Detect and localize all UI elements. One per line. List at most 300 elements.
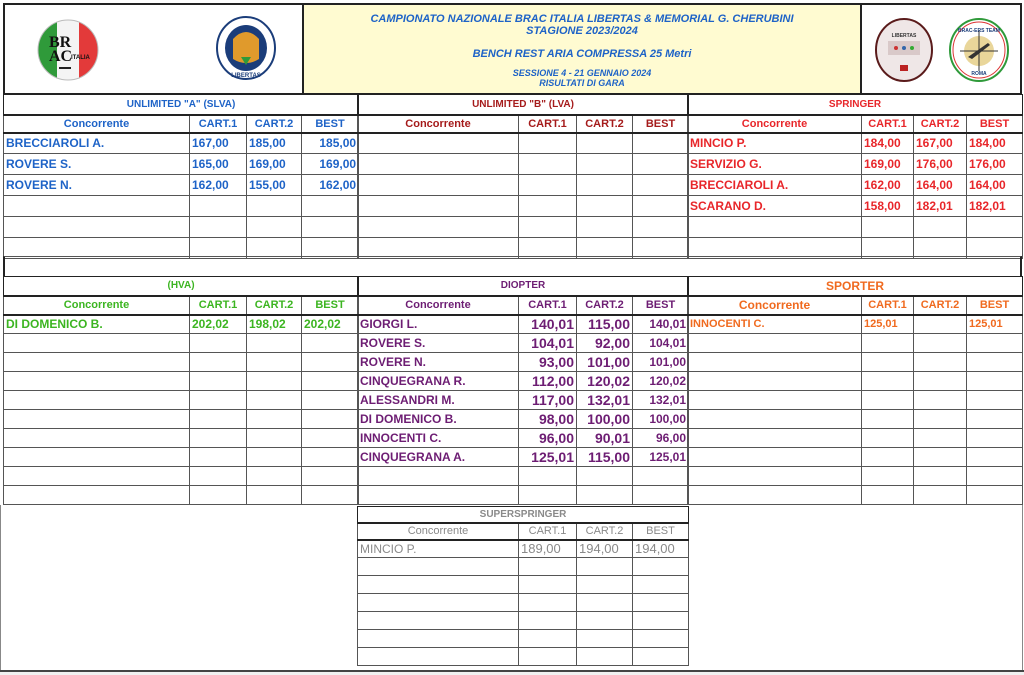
best-score: 162,00 [302, 175, 359, 196]
header-logo-left-cell [3, 3, 304, 95]
table-row [688, 372, 1023, 391]
col-header-cart1: CART.1 [190, 115, 247, 133]
col-header-best: BEST [302, 296, 359, 315]
table-row [688, 133, 1023, 154]
table-row [358, 429, 689, 448]
competitor-name [688, 429, 862, 448]
cart2-score: 100,00 [577, 410, 633, 429]
col-header-cart1: CART.1 [519, 523, 577, 540]
cart1-score [190, 196, 247, 217]
table-row [358, 486, 689, 505]
cart2-score: 132,01 [577, 391, 633, 410]
table-row [358, 133, 689, 154]
col-header-best: BEST [967, 115, 1023, 133]
col-header-cart2: CART.2 [914, 296, 967, 315]
table-row [4, 448, 359, 467]
best-score: 194,00 [633, 540, 689, 558]
table-row [358, 558, 689, 576]
cart2-score [914, 486, 967, 505]
competitor-name: BRECCIAROLI A. [4, 133, 190, 154]
best-score [302, 448, 359, 467]
section-title: UNLIMITED "B" (LVA) [358, 95, 689, 115]
cart2-score [577, 486, 633, 505]
best-score: 104,01 [633, 334, 689, 353]
competitor-name: MINCIO P. [688, 133, 862, 154]
cart2-score [577, 196, 633, 217]
cart1-score: 125,01 [519, 448, 577, 467]
table-sporter [687, 276, 1023, 505]
cart2-score: 164,00 [914, 175, 967, 196]
col-header-best: BEST [633, 523, 689, 540]
best-score [633, 154, 689, 175]
table-row [688, 486, 1023, 505]
table-row [358, 196, 689, 217]
cart2-score [577, 630, 633, 648]
best-score: 184,00 [967, 133, 1023, 154]
table-row [358, 315, 689, 334]
best-score: 120,02 [633, 372, 689, 391]
competitor-name: ROVERE N. [358, 353, 519, 372]
cart1-score: 98,00 [519, 410, 577, 429]
best-score [302, 372, 359, 391]
competitor-name: ALESSANDRI M. [358, 391, 519, 410]
best-score [633, 576, 689, 594]
competitor-name: SCARANO D. [688, 196, 862, 217]
cart1-score [519, 486, 577, 505]
results-label: RISULTATI DI GARA [539, 78, 625, 88]
svg-text:BR: BR [49, 34, 72, 51]
table-row [688, 429, 1023, 448]
best-score [967, 467, 1023, 486]
cart2-score: 120,02 [577, 372, 633, 391]
table-row [4, 133, 359, 154]
cart2-score [914, 410, 967, 429]
col-header-cart2: CART.2 [247, 115, 302, 133]
table-superspringer [357, 506, 689, 666]
cart2-score [577, 133, 633, 154]
table-row [4, 429, 359, 448]
rows [358, 315, 689, 505]
session-label: SESSIONE 4 - 21 GENNAIO 2024 [512, 68, 652, 78]
competitor-name [358, 486, 519, 505]
cart1-score: 162,00 [190, 175, 247, 196]
cart1-score: 112,00 [519, 372, 577, 391]
competitor-name: GIORGI L. [358, 315, 519, 334]
table-row [688, 175, 1023, 196]
best-score: 176,00 [967, 154, 1023, 175]
cart2-score [577, 175, 633, 196]
cart2-score [577, 154, 633, 175]
cart1-score: 167,00 [190, 133, 247, 154]
competitor-name [358, 612, 519, 630]
best-score [302, 467, 359, 486]
cart1-score: 125,01 [862, 315, 914, 334]
cart1-score: 184,00 [862, 133, 914, 154]
best-score [302, 334, 359, 353]
spacer-row [3, 256, 1022, 277]
table-diopter [357, 276, 689, 505]
col-header-cart1: CART.1 [862, 296, 914, 315]
header-title-cell [302, 3, 862, 95]
table-row [358, 540, 689, 558]
table-row [4, 391, 359, 410]
best-score [633, 175, 689, 196]
cart2-score [914, 217, 967, 238]
cart2-score: 115,00 [577, 448, 633, 467]
competitor-name: ROVERE S. [4, 154, 190, 175]
competitor-name [358, 196, 519, 217]
best-score [967, 410, 1023, 429]
table-unlimited-b [357, 94, 689, 259]
competitor-name [4, 448, 190, 467]
cart2-score [914, 334, 967, 353]
rows [4, 315, 359, 505]
cart1-score [190, 353, 247, 372]
cart2-score [247, 429, 302, 448]
cart1-score: 96,00 [519, 429, 577, 448]
cart2-score [577, 217, 633, 238]
cart2-score: 198,02 [247, 315, 302, 334]
svg-text:BRAC-ERS TEAM: BRAC-ERS TEAM [958, 28, 1000, 34]
col-header-best: BEST [633, 296, 689, 315]
table-row [688, 315, 1023, 334]
cart2-score [247, 410, 302, 429]
section-title: SPORTER [688, 277, 1023, 296]
best-score [302, 486, 359, 505]
competitor-name [358, 558, 519, 576]
col-header-name: Concorrente [688, 296, 862, 315]
table-row [4, 196, 359, 217]
cart1-score: 189,00 [519, 540, 577, 558]
best-score [967, 334, 1023, 353]
rows [4, 133, 359, 259]
cart2-score [914, 315, 967, 334]
best-score [633, 594, 689, 612]
competitor-name: DI DOMENICO B. [358, 410, 519, 429]
competitor-name [688, 372, 862, 391]
cart1-score [862, 467, 914, 486]
competitor-name: MINCIO P. [358, 540, 519, 558]
section-title: SPRINGER [688, 95, 1023, 115]
table-row [358, 630, 689, 648]
rows [688, 315, 1023, 505]
table-row [4, 372, 359, 391]
cart2-score: 185,00 [247, 133, 302, 154]
cart1-score: 169,00 [862, 154, 914, 175]
col-header-name: Concorrente [688, 115, 862, 133]
col-header-name: Concorrente [358, 115, 519, 133]
best-score [633, 217, 689, 238]
col-header-name: Concorrente [4, 115, 190, 133]
col-header-best: BEST [633, 115, 689, 133]
best-score: 185,00 [302, 133, 359, 154]
competitor-name [4, 353, 190, 372]
table-row [4, 315, 359, 334]
table-row [4, 486, 359, 505]
table-row [4, 217, 359, 238]
table-row [688, 217, 1023, 238]
cart2-score [577, 612, 633, 630]
table-row [358, 217, 689, 238]
best-score [302, 429, 359, 448]
cart1-score [519, 558, 577, 576]
col-header-best: BEST [302, 115, 359, 133]
rows [358, 540, 689, 666]
cart1-score: 93,00 [519, 353, 577, 372]
cart1-score [190, 391, 247, 410]
table-row [358, 612, 689, 630]
best-score [633, 196, 689, 217]
page-border-right [1022, 505, 1023, 670]
cart1-score [190, 486, 247, 505]
best-score [302, 196, 359, 217]
competitor-name [358, 594, 519, 612]
competitor-name [688, 448, 862, 467]
competitor-name [688, 391, 862, 410]
table-row [4, 154, 359, 175]
competitor-name [4, 217, 190, 238]
cart1-score [519, 217, 577, 238]
competitor-name [358, 630, 519, 648]
best-score [967, 448, 1023, 467]
best-score [967, 372, 1023, 391]
competitor-name [4, 334, 190, 353]
cart1-score [519, 196, 577, 217]
competitor-name [4, 372, 190, 391]
cart2-score [577, 594, 633, 612]
table-row [358, 154, 689, 175]
cart1-score [862, 429, 914, 448]
cart1-score [519, 612, 577, 630]
libertas-logo-icon [215, 15, 277, 81]
best-score [967, 391, 1023, 410]
table-row [688, 448, 1023, 467]
best-score: 125,01 [633, 448, 689, 467]
table-springer [687, 94, 1023, 259]
table-row [688, 467, 1023, 486]
cart1-score [190, 448, 247, 467]
best-score [967, 429, 1023, 448]
table-row [688, 391, 1023, 410]
cart2-score [914, 448, 967, 467]
page-border-left [0, 505, 1, 670]
competitor-name [4, 486, 190, 505]
cart2-score [577, 576, 633, 594]
cart1-score [862, 410, 914, 429]
cart2-score [247, 486, 302, 505]
cart1-score [190, 334, 247, 353]
table-row [358, 353, 689, 372]
col-header-cart1: CART.1 [862, 115, 914, 133]
cart1-score [519, 648, 577, 666]
table-row [358, 410, 689, 429]
table-row [4, 353, 359, 372]
cart2-score [577, 467, 633, 486]
cart1-score [862, 334, 914, 353]
cart2-score [247, 217, 302, 238]
cart2-score [914, 429, 967, 448]
cart1-score [862, 217, 914, 238]
col-header-cart2: CART.2 [247, 296, 302, 315]
cart1-score [190, 372, 247, 391]
competitor-name: BRECCIAROLI A. [688, 175, 862, 196]
bottom-strip [0, 670, 1024, 675]
competitor-name [358, 648, 519, 666]
cart1-score [190, 467, 247, 486]
best-score [633, 133, 689, 154]
best-score [967, 217, 1023, 238]
rows [688, 133, 1023, 259]
svg-text:ROMA: ROMA [971, 71, 987, 77]
col-header-cart2: CART.2 [914, 115, 967, 133]
competitor-name [358, 154, 519, 175]
cart1-score [519, 175, 577, 196]
best-score [633, 467, 689, 486]
event-badge-logo-icon [874, 17, 934, 83]
col-header-cart1: CART.1 [190, 296, 247, 315]
table-row [4, 175, 359, 196]
header-logo-right-cell [860, 3, 1022, 95]
cart1-score [519, 630, 577, 648]
cart2-score: 101,00 [577, 353, 633, 372]
best-score [633, 612, 689, 630]
competitor-name: ROVERE N. [4, 175, 190, 196]
col-header-name: Concorrente [4, 296, 190, 315]
cart2-score: 155,00 [247, 175, 302, 196]
section-title: DIOPTER [358, 277, 689, 296]
competitor-name [358, 133, 519, 154]
section-title: SUPERSPRINGER [358, 507, 689, 523]
best-score [633, 648, 689, 666]
table-row [358, 334, 689, 353]
cart1-score [519, 576, 577, 594]
best-score [302, 353, 359, 372]
best-score [633, 558, 689, 576]
col-header-cart2: CART.2 [577, 523, 633, 540]
competitor-name [4, 391, 190, 410]
competitor-name: SERVIZIO G. [688, 154, 862, 175]
best-score: 125,01 [967, 315, 1023, 334]
competitor-name [688, 217, 862, 238]
table-row [688, 353, 1023, 372]
best-score: 182,01 [967, 196, 1023, 217]
cart1-score [862, 486, 914, 505]
best-score: 101,00 [633, 353, 689, 372]
col-header-cart1: CART.1 [519, 115, 577, 133]
table-row [688, 154, 1023, 175]
col-header-cart2: CART.2 [577, 296, 633, 315]
table-row [4, 467, 359, 486]
cart2-score: 176,00 [914, 154, 967, 175]
competitor-name [358, 467, 519, 486]
competitor-name [4, 410, 190, 429]
best-score [302, 217, 359, 238]
cart2-score [247, 196, 302, 217]
cart2-score: 167,00 [914, 133, 967, 154]
competitor-name: DI DOMENICO B. [4, 315, 190, 334]
section-title: UNLIMITED "A" (SLVA) [4, 95, 359, 115]
col-header-cart2: CART.2 [577, 115, 633, 133]
svg-text:ITALIA: ITALIA [71, 55, 90, 61]
cart2-score [247, 353, 302, 372]
cart1-score: 117,00 [519, 391, 577, 410]
cart2-score: 182,01 [914, 196, 967, 217]
best-score: 169,00 [302, 154, 359, 175]
best-score: 140,01 [633, 315, 689, 334]
competitor-name [688, 410, 862, 429]
rows [358, 133, 689, 259]
competitor-name [688, 467, 862, 486]
table-row [358, 448, 689, 467]
cart1-score [862, 353, 914, 372]
best-score [633, 486, 689, 505]
cart1-score: 140,01 [519, 315, 577, 334]
best-score [967, 486, 1023, 505]
table-row [688, 410, 1023, 429]
cart1-score [862, 391, 914, 410]
table-row [358, 648, 689, 666]
section-title: (HVA) [4, 277, 359, 296]
best-score: 202,02 [302, 315, 359, 334]
cart2-score: 90,01 [577, 429, 633, 448]
best-score [302, 410, 359, 429]
cart2-score [247, 467, 302, 486]
table-row [358, 467, 689, 486]
table-row [4, 334, 359, 353]
cart2-score: 194,00 [577, 540, 633, 558]
best-score [967, 353, 1023, 372]
cart1-score: 158,00 [862, 196, 914, 217]
cart2-score [247, 372, 302, 391]
competitor-name: INNOCENTI C. [688, 315, 862, 334]
competitor-name [358, 576, 519, 594]
cart2-score [914, 391, 967, 410]
competitor-name [688, 486, 862, 505]
cart1-score [190, 410, 247, 429]
cart1-score [190, 217, 247, 238]
cart2-score [914, 353, 967, 372]
cart1-score: 104,01 [519, 334, 577, 353]
competitor-name [688, 334, 862, 353]
table-row [688, 196, 1023, 217]
competitor-name: INNOCENTI C. [358, 429, 519, 448]
col-header-name: Concorrente [358, 523, 519, 540]
cart1-score [862, 372, 914, 391]
competitor-name [4, 467, 190, 486]
cart1-score: 165,00 [190, 154, 247, 175]
cart1-score [862, 448, 914, 467]
col-header-cart1: CART.1 [519, 296, 577, 315]
cart1-score: 202,02 [190, 315, 247, 334]
cart2-score: 92,00 [577, 334, 633, 353]
table-hva [3, 276, 359, 505]
cart2-score: 169,00 [247, 154, 302, 175]
season-label: STAGIONE 2023/2024 [526, 25, 638, 37]
cart1-score [190, 429, 247, 448]
table-row [358, 175, 689, 196]
cart2-score [914, 467, 967, 486]
competitor-name [4, 429, 190, 448]
table-row [4, 410, 359, 429]
cart1-score [519, 154, 577, 175]
best-score: 96,00 [633, 429, 689, 448]
competitor-name: ROVERE S. [358, 334, 519, 353]
table-row [358, 372, 689, 391]
cart1-score [519, 467, 577, 486]
cart2-score: 115,00 [577, 315, 633, 334]
brac-ers-team-roma-logo-icon [948, 17, 1010, 83]
cart2-score [247, 391, 302, 410]
